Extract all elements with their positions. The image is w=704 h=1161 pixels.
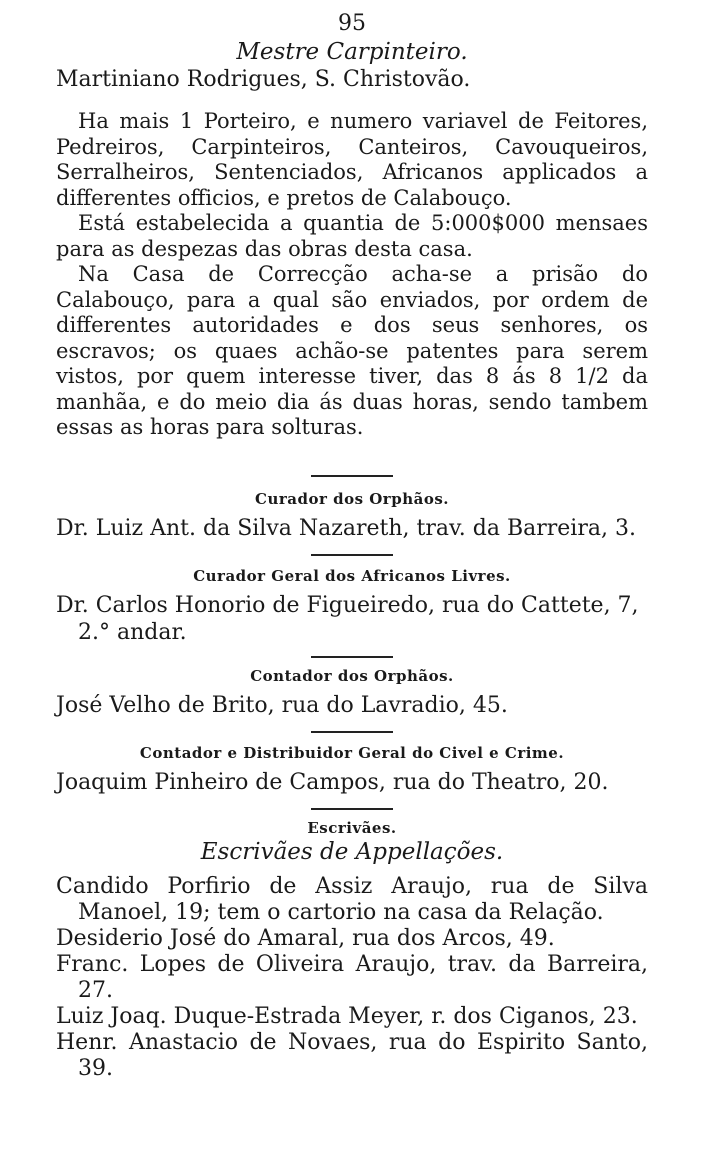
section-divider — [311, 808, 393, 810]
section-divider — [311, 656, 393, 658]
escrivao-entry: Henr. Anastacio de Novaes, rua do Espirito Santo, 39. — [56, 1029, 648, 1081]
escrivao-entry: Desiderio José do Amaral, rua dos Arcos, 49. — [56, 925, 555, 951]
section-title-curador-africanos: Curador Geral dos Africanos Livres. — [193, 566, 511, 585]
section-title-contador-orphaos: Contador dos Orphãos. — [250, 666, 454, 685]
escrivao-entry: Franc. Lopes de Oliveira Araujo, trav. da Barreira, 27. — [56, 951, 648, 1003]
section-title-curador-orphaos: Curador dos Orphãos. — [255, 489, 449, 508]
subtitle-escrivaes-appellacoes: Escrivães de Appellações. — [200, 838, 504, 865]
mestre-carpinteiro-entry: Martiniano Rodrigues, S. Christovão. — [56, 67, 471, 92]
section-entry-contador-orphaos: José Velho de Brito, rua do Lavradio, 45. — [56, 692, 508, 718]
section-entry-curador-africanos: Dr. Carlos Honorio de Figueiredo, rua do Cattete, 7, 2.° andar. — [56, 592, 639, 645]
escrivao-entry: Candido Porfirio de Assiz Araujo, rua de Silva Manoel, 19; tem o cartorio na casa da Relação. — [56, 873, 648, 925]
page-number: 95 — [338, 11, 366, 36]
paragraph-expenses: Está estabelecida a quantia de 5:000$000 mensaes para as despezas das obras desta casa. — [56, 211, 648, 261]
section-title-contador-distribuidor: Contador e Distribuidor Geral do Civel e Crime. — [139, 743, 565, 762]
section-entry-curador-orphaos: Dr. Luiz Ant. da Silva Nazareth, trav. da Barreira, 3. — [56, 515, 636, 541]
mestre-carpinteiro-heading: Mestre Carpinteiro. — [236, 39, 468, 65]
section-entry-contador-distribuidor: Joaquim Pinheiro de Campos, rua do Theatro, 20. — [56, 769, 609, 795]
paragraph-staff: Ha mais 1 Porteiro, e numero variavel de Feitores, Pedreiros, Carpinteiros, Canteiros, Cavouqueiros, Serralheiros, Sentenciados, Africanos applicados a differentes officios, e pretos de Calabouço. — [56, 109, 648, 210]
section-title-escrivaes: Escrivães. — [307, 818, 397, 837]
section-divider — [311, 731, 393, 733]
section-divider — [311, 475, 393, 477]
document-page — [56, 10, 648, 1082]
section-divider — [311, 554, 393, 556]
paragraph-calabouco: Na Casa de Correcção acha-se a prisão do Calabouço, para a qual são enviados, por ordem de differentes autoridades e dos seus senhores, os escravos; os quaes achão-se patentes para serem vistos, por quem interesse tiver, das 8 ás 8 1/2 da manhãa, e do meio dia ás duas horas, sendo tambem essas as horas para solturas. — [56, 262, 648, 439]
escrivao-entry: Luiz Joaq. Duque-Estrada Meyer, r. dos Ciganos, 23. — [56, 1003, 638, 1029]
